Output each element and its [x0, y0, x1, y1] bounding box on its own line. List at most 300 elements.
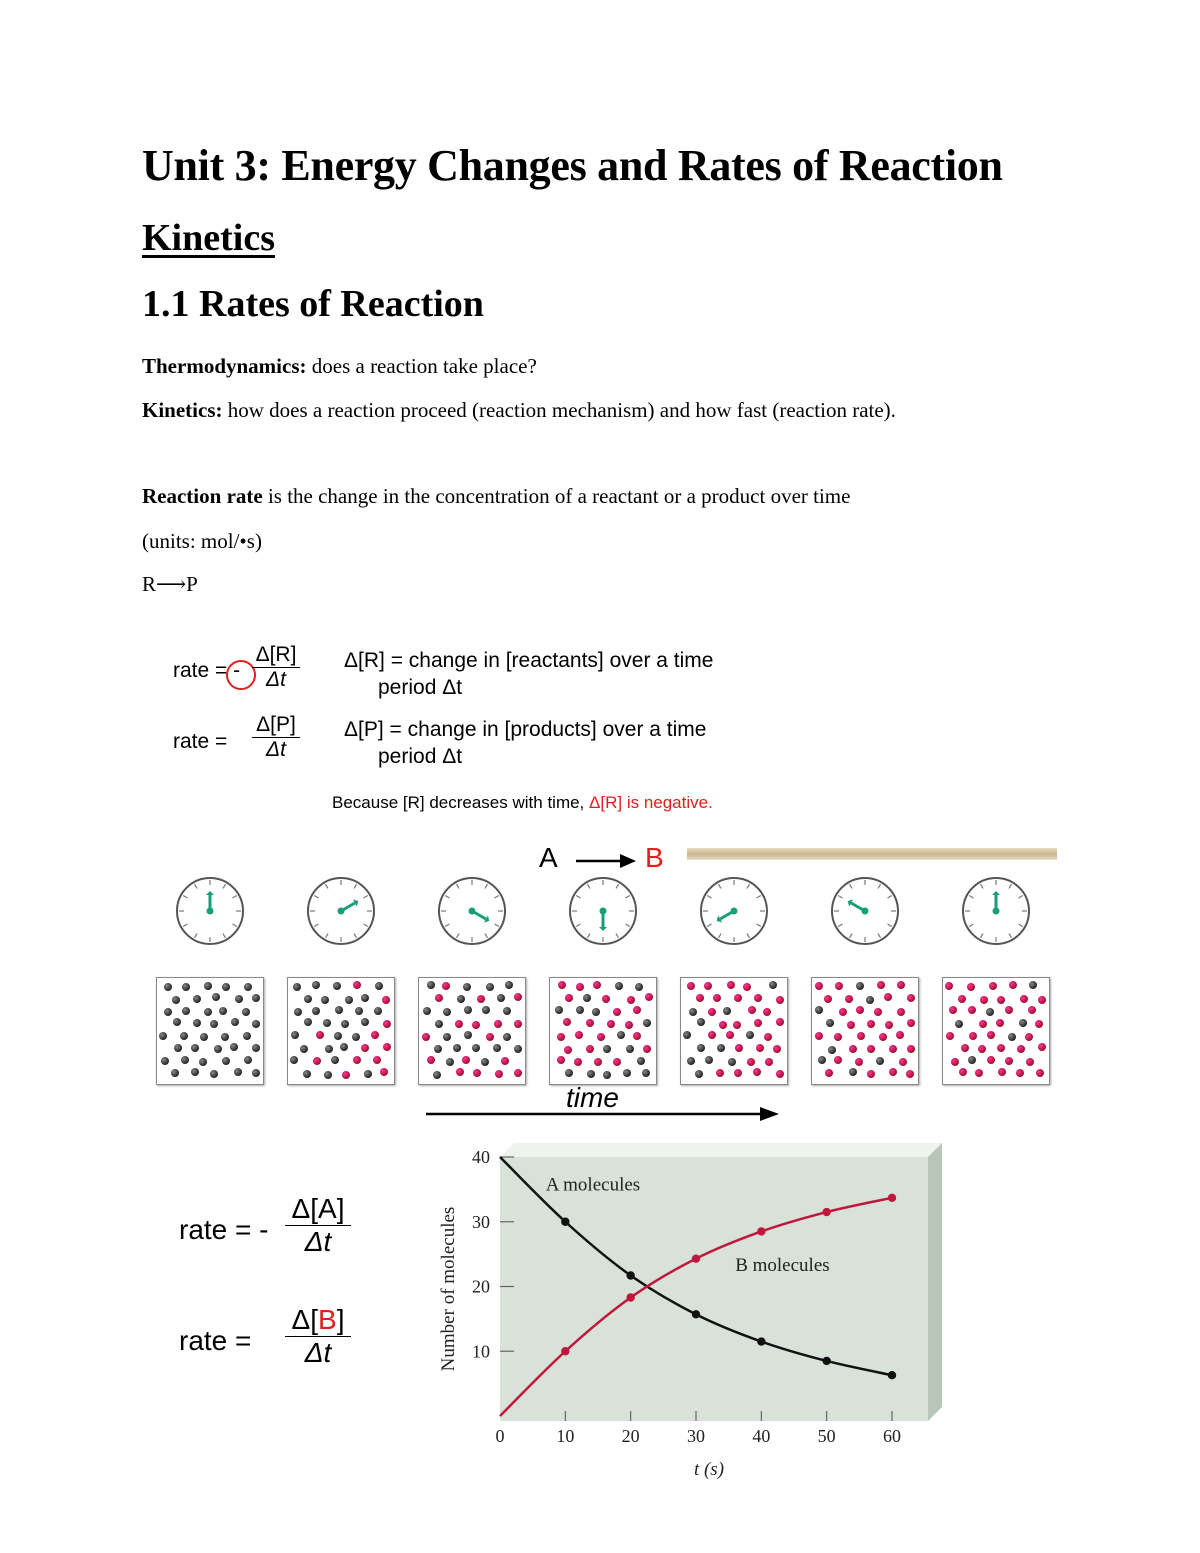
- molecule-b: [643, 1045, 651, 1053]
- molecule-b: [645, 993, 653, 1001]
- molecule-b: [967, 983, 975, 991]
- rate-b-label: rate =: [179, 1325, 252, 1356]
- molecule-a: [221, 1033, 229, 1041]
- molecule-b: [472, 1021, 480, 1029]
- molecule-a: [637, 1057, 645, 1065]
- molecule-a: [244, 983, 252, 991]
- numerator-close: ]: [336, 1304, 345, 1335]
- molecule-b: [633, 1032, 641, 1040]
- time-label: time: [566, 1082, 619, 1113]
- molecule-a: [300, 1045, 308, 1053]
- y-tick-label: 40: [472, 1147, 490, 1167]
- molecule-b: [849, 1045, 857, 1053]
- molecule-b: [997, 1044, 1005, 1052]
- molecule-a: [493, 1044, 501, 1052]
- molecule-box-4: [549, 977, 657, 1085]
- molecule-a: [423, 1007, 431, 1015]
- molecule-b: [958, 995, 966, 1003]
- molecule-a: [695, 1070, 703, 1078]
- term: Kinetics:: [142, 398, 223, 422]
- note-text: Because [R] decreases with time,: [332, 793, 590, 812]
- plot-side-face: [928, 1143, 942, 1421]
- molecule-a: [457, 995, 465, 1003]
- molecule-b: [563, 1018, 571, 1026]
- molecule-a: [443, 1033, 451, 1041]
- molecule-b: [708, 1031, 716, 1039]
- clock-7: [962, 877, 1030, 945]
- molecule-b: [422, 1033, 430, 1041]
- molecule-b: [834, 1056, 842, 1064]
- molecule-b: [633, 1006, 641, 1014]
- molecule-a: [968, 1056, 976, 1064]
- molecule-a: [173, 1018, 181, 1026]
- data-point-a: [888, 1371, 896, 1379]
- molecule-a: [199, 1058, 207, 1066]
- molecule-b: [575, 1031, 583, 1039]
- molecule-a: [505, 981, 513, 989]
- molecule-a: [697, 1018, 705, 1026]
- molecule-b: [980, 996, 988, 1004]
- rate-a-label: rate = -: [179, 1214, 269, 1245]
- molecule-b: [899, 1058, 907, 1066]
- y-tick-label: 10: [472, 1341, 490, 1362]
- molecule-a: [252, 1020, 260, 1028]
- molecule-b: [951, 1058, 959, 1066]
- molecule-b: [815, 982, 823, 990]
- rate-r-label: rate = -: [173, 659, 241, 682]
- molecule-b: [704, 982, 712, 990]
- molecule-b: [1020, 995, 1028, 1003]
- molecule-b: [607, 1020, 615, 1028]
- x-tick-label: 60: [883, 1426, 901, 1446]
- molecule-a: [746, 1031, 754, 1039]
- molecule-b: [867, 1020, 875, 1028]
- molecule-a: [635, 983, 643, 991]
- data-point-a: [757, 1337, 765, 1345]
- molecule-a: [361, 1018, 369, 1026]
- x-tick-label: 20: [621, 1426, 640, 1446]
- series-b-label: B molecules: [735, 1254, 830, 1276]
- molecule-a: [352, 1033, 360, 1041]
- molecule-a: [345, 996, 353, 1004]
- molecule-a: [705, 1056, 713, 1064]
- numerator: Δ[R]: [255, 643, 297, 666]
- molecule-b: [456, 1068, 464, 1076]
- molecule-b: [477, 995, 485, 1003]
- molecule-b: [856, 1006, 864, 1014]
- molecule-b: [885, 1021, 893, 1029]
- molecule-a: [1029, 981, 1037, 989]
- molecule-b: [815, 1032, 823, 1040]
- molecule-a: [986, 1008, 994, 1016]
- molecule-b: [1028, 1006, 1036, 1014]
- molecule-a: [182, 983, 190, 991]
- molecule-b: [961, 1044, 969, 1052]
- molecule-b: [734, 994, 742, 1002]
- decorative-bar: [687, 848, 1057, 860]
- data-point-b: [692, 1254, 700, 1262]
- molecule-b: [889, 1068, 897, 1076]
- molecule-b: [594, 1058, 602, 1066]
- molecule-a: [472, 1044, 480, 1052]
- rate-p-description: Δ[P] = change in [products] over a time: [344, 718, 707, 741]
- molecule-b: [889, 1045, 897, 1053]
- molecule-b: [987, 1031, 995, 1039]
- y-tick-label: 20: [472, 1276, 490, 1297]
- molecule-a: [303, 1070, 311, 1078]
- denominator: Δt: [304, 1226, 332, 1257]
- molecule-b: [959, 1068, 967, 1076]
- molecule-a: [463, 983, 471, 991]
- thermodynamics-definition: [142, 354, 537, 379]
- molecule-a: [446, 1058, 454, 1066]
- molecule-b: [754, 1019, 762, 1027]
- molecule-b: [716, 1069, 724, 1077]
- molecule-a: [335, 1006, 343, 1014]
- denominator: Δt: [266, 738, 286, 761]
- molecule-b: [486, 1033, 494, 1041]
- kinetics-definition: [142, 398, 896, 423]
- molecule-a: [355, 1007, 363, 1015]
- molecule-a: [955, 1020, 963, 1028]
- molecule-b: [455, 1020, 463, 1028]
- rate-a-fraction: [285, 1193, 351, 1258]
- molecule-a: [312, 1007, 320, 1015]
- molecule-a: [464, 1006, 472, 1014]
- molecule-a: [204, 1008, 212, 1016]
- molecule-b: [978, 1045, 986, 1053]
- clock-3: [438, 877, 506, 945]
- molecule-a: [182, 1007, 190, 1015]
- molecule-b: [382, 996, 390, 1004]
- molecule-a: [826, 1019, 834, 1027]
- molecule-b: [857, 1032, 865, 1040]
- molecule-a: [592, 1008, 600, 1016]
- data-point-a: [822, 1357, 830, 1365]
- molecule-a: [243, 1032, 251, 1040]
- molecule-b: [839, 1008, 847, 1016]
- molecule-a: [293, 983, 301, 991]
- molecule-b: [907, 994, 915, 1002]
- negative-note: [332, 793, 713, 813]
- definition-text: does a reaction take place?: [306, 354, 537, 378]
- molecule-b: [949, 1006, 957, 1014]
- molecule-box-1: [156, 977, 264, 1085]
- data-point-a: [626, 1271, 634, 1279]
- molecule-b: [514, 1020, 522, 1028]
- molecule-b: [945, 982, 953, 990]
- molecule-b: [847, 1021, 855, 1029]
- molecule-a: [617, 1031, 625, 1039]
- molecule-b: [1026, 1058, 1034, 1066]
- molecule-b: [756, 1044, 764, 1052]
- data-point-b: [757, 1227, 765, 1235]
- molecule-a: [234, 1068, 242, 1076]
- data-point-a: [561, 1218, 569, 1226]
- molecule-b: [735, 1044, 743, 1052]
- molecule-a: [324, 1071, 332, 1079]
- molecule-b: [1005, 1057, 1013, 1065]
- molecule-b: [998, 1068, 1006, 1076]
- molecule-a: [849, 1068, 857, 1076]
- molecule-b: [613, 1058, 621, 1066]
- numerator-open: Δ[: [291, 1304, 318, 1335]
- molecule-b: [733, 1021, 741, 1029]
- molecule-a: [683, 1031, 691, 1039]
- molecule-b: [462, 1056, 470, 1064]
- molecule-a: [828, 1046, 836, 1054]
- molecule-a: [728, 1058, 736, 1066]
- rate-p-label: rate =: [173, 730, 228, 753]
- molecule-b: [747, 1058, 755, 1066]
- data-point-a: [692, 1310, 700, 1318]
- molecule-b: [565, 994, 573, 1002]
- molecule-a: [503, 1033, 511, 1041]
- molecule-b: [897, 981, 905, 989]
- molecule-a: [334, 1032, 342, 1040]
- numerator: [285, 1304, 351, 1336]
- clock-1: [176, 877, 244, 945]
- molecule-a: [769, 981, 777, 989]
- molecule-b: [835, 982, 843, 990]
- molecule-a: [214, 1045, 222, 1053]
- molecule-a: [340, 1043, 348, 1051]
- molecule-b: [1016, 1069, 1024, 1077]
- molecule-b: [906, 1070, 914, 1078]
- molecule-b: [353, 1056, 361, 1064]
- molecule-b: [748, 1006, 756, 1014]
- molecule-a: [304, 1018, 312, 1026]
- molecule-a: [164, 1008, 172, 1016]
- molecule-b: [867, 1045, 875, 1053]
- molecule-b: [879, 1033, 887, 1041]
- molecule-b: [825, 1069, 833, 1077]
- molecule-b: [576, 983, 584, 991]
- numerator: Δ[P]: [256, 713, 296, 736]
- molecule-b: [727, 981, 735, 989]
- molecule-a: [164, 983, 172, 991]
- molecule-a: [815, 1006, 823, 1014]
- molecule-b: [726, 1031, 734, 1039]
- molecule-a: [503, 1007, 511, 1015]
- molecule-a: [181, 1056, 189, 1064]
- x-axis-label: t (s): [693, 1459, 725, 1480]
- units-line: (units: mol/•s): [142, 529, 262, 553]
- molecule-a: [193, 1019, 201, 1027]
- molecule-b: [1035, 1020, 1043, 1028]
- molecule-box-5: [680, 977, 788, 1085]
- x-tick-label: 0: [495, 1426, 505, 1446]
- molecule-a: [210, 1070, 218, 1078]
- molecule-a: [697, 1044, 705, 1052]
- section-heading: Kinetics: [142, 217, 275, 259]
- molecule-b: [383, 1020, 391, 1028]
- molecule-b: [574, 1058, 582, 1066]
- numerator-b: B: [318, 1304, 337, 1335]
- term: Reaction rate: [142, 484, 263, 508]
- molecule-a: [687, 1057, 695, 1065]
- molecule-b: [708, 1008, 716, 1016]
- molecule-a: [333, 982, 341, 990]
- molecule-b: [442, 982, 450, 990]
- molecule-b: [776, 1070, 784, 1078]
- series-a-label: A molecules: [545, 1174, 641, 1196]
- molecule-b: [558, 981, 566, 989]
- y-tick-label: 30: [472, 1211, 490, 1232]
- molecule-a: [159, 1032, 167, 1040]
- molecule-a: [244, 1056, 252, 1064]
- molecule-a: [623, 1069, 631, 1077]
- rate-p-description-cont: period Δt: [378, 745, 463, 768]
- molecule-box-2: [287, 977, 395, 1085]
- molecule-a: [603, 1071, 611, 1079]
- molecule-a: [200, 1033, 208, 1041]
- molecule-a: [174, 1044, 182, 1052]
- molecule-b: [494, 1020, 502, 1028]
- molecule-b: [975, 1069, 983, 1077]
- molecule-b: [996, 1019, 1004, 1027]
- subsection-heading: 1.1 Rates of Reaction: [142, 283, 484, 325]
- molecule-a: [193, 995, 201, 1003]
- molecule-box-3: [418, 977, 526, 1085]
- molecule-box-6: [811, 977, 919, 1085]
- data-point-b: [561, 1347, 569, 1355]
- definition-text: is the change in the concentration of a reactant or a product over time: [262, 484, 851, 508]
- molecule-a: [876, 1057, 884, 1065]
- molecule-a: [374, 1007, 382, 1015]
- molecule-a: [1019, 1019, 1027, 1027]
- molecule-b: [435, 994, 443, 1002]
- molecule-b: [586, 1019, 594, 1027]
- molecule-a: [453, 1044, 461, 1052]
- molecule-b: [743, 983, 751, 991]
- molecule-b: [1036, 1069, 1044, 1077]
- molecule-b: [514, 993, 522, 1001]
- molecule-a: [717, 1044, 725, 1052]
- molecule-b: [625, 1021, 633, 1029]
- note-highlight: Δ[R] is negative.: [589, 793, 713, 812]
- molecule-b: [602, 995, 610, 1003]
- x-tick-label: 50: [817, 1426, 836, 1446]
- molecule-a: [331, 1056, 339, 1064]
- molecule-b: [501, 1057, 509, 1065]
- molecule-a: [565, 1069, 573, 1077]
- molecule-b: [896, 1031, 904, 1039]
- clock-6: [831, 877, 899, 945]
- molecule-b: [776, 1018, 784, 1026]
- reaction-arrow-icon: [574, 850, 640, 872]
- molecule-b: [713, 994, 721, 1002]
- molecule-b: [997, 996, 1005, 1004]
- molecule-a: [486, 983, 494, 991]
- molecule-a: [1008, 1033, 1016, 1041]
- molecule-a: [555, 1006, 563, 1014]
- molecule-a: [464, 1031, 472, 1039]
- molecule-b: [719, 1021, 727, 1029]
- molecule-a: [252, 1069, 260, 1077]
- x-tick-label: 10: [556, 1426, 575, 1446]
- molecule-a: [325, 1045, 333, 1053]
- data-point-b: [626, 1293, 634, 1301]
- molecule-a: [291, 1031, 299, 1039]
- molecule-a: [433, 1071, 441, 1079]
- molecule-b: [495, 1070, 503, 1078]
- molecule-a: [242, 1008, 250, 1016]
- molecule-b: [514, 1069, 522, 1077]
- molecule-a: [856, 982, 864, 990]
- molecule-b: [776, 996, 784, 1004]
- molecule-a: [583, 994, 591, 1002]
- y-axis-label: Number of molecules: [438, 1206, 459, 1372]
- molecule-a: [231, 1018, 239, 1026]
- molecule-a: [222, 1057, 230, 1065]
- molecule-a: [219, 1007, 227, 1015]
- molecule-a: [222, 983, 230, 991]
- molecule-b: [987, 1056, 995, 1064]
- term: Thermodynamics:: [142, 354, 307, 378]
- plot-top-face: [500, 1143, 942, 1157]
- molecule-b: [427, 1056, 435, 1064]
- molecule-a: [191, 1044, 199, 1052]
- molecule-a: [866, 996, 874, 1004]
- molecule-a: [587, 1070, 595, 1078]
- reaction-line: R⟶P: [142, 572, 198, 596]
- molecule-a: [312, 981, 320, 989]
- molecule-b: [313, 1057, 321, 1065]
- molecule-a: [427, 981, 435, 989]
- molecule-a: [171, 1069, 179, 1077]
- reaction-rate-definition: [142, 484, 850, 509]
- data-point-b: [888, 1194, 896, 1202]
- molecule-a: [375, 982, 383, 990]
- molecule-b: [1017, 1045, 1025, 1053]
- reactant-a-label: A: [539, 842, 558, 873]
- molecule-a: [443, 1008, 451, 1016]
- molecule-a: [481, 1058, 489, 1066]
- molecule-a: [235, 995, 243, 1003]
- molecule-a: [818, 1056, 826, 1064]
- molecule-b: [586, 1045, 594, 1053]
- molecule-a: [230, 1043, 238, 1051]
- molecules-vs-time-chart: [420, 1135, 950, 1485]
- molecule-b: [342, 1071, 350, 1079]
- molecule-b: [765, 1058, 773, 1066]
- molecule-a: [615, 982, 623, 990]
- molecule-a: [212, 993, 220, 1001]
- molecule-a: [434, 1045, 442, 1053]
- molecule-b: [597, 1033, 605, 1041]
- numerator: Δ[A]: [291, 1193, 345, 1224]
- molecule-b: [907, 1045, 915, 1053]
- molecule-b: [696, 994, 704, 1002]
- molecule-b: [773, 1045, 781, 1053]
- molecule-a: [341, 1020, 349, 1028]
- data-point-b: [822, 1208, 830, 1216]
- molecule-b: [734, 1069, 742, 1077]
- molecule-b: [373, 1056, 381, 1064]
- molecule-a: [642, 1069, 650, 1077]
- molecule-b: [593, 981, 601, 989]
- molecule-a: [482, 1006, 490, 1014]
- rate-b-fraction: [285, 1304, 351, 1369]
- product-b-label: B: [645, 842, 664, 873]
- molecule-a: [514, 1045, 522, 1053]
- molecule-a: [191, 1068, 199, 1076]
- molecule-b: [380, 1068, 388, 1076]
- denominator: Δt: [304, 1337, 332, 1368]
- molecule-a: [435, 1020, 443, 1028]
- molecule-a: [172, 996, 180, 1004]
